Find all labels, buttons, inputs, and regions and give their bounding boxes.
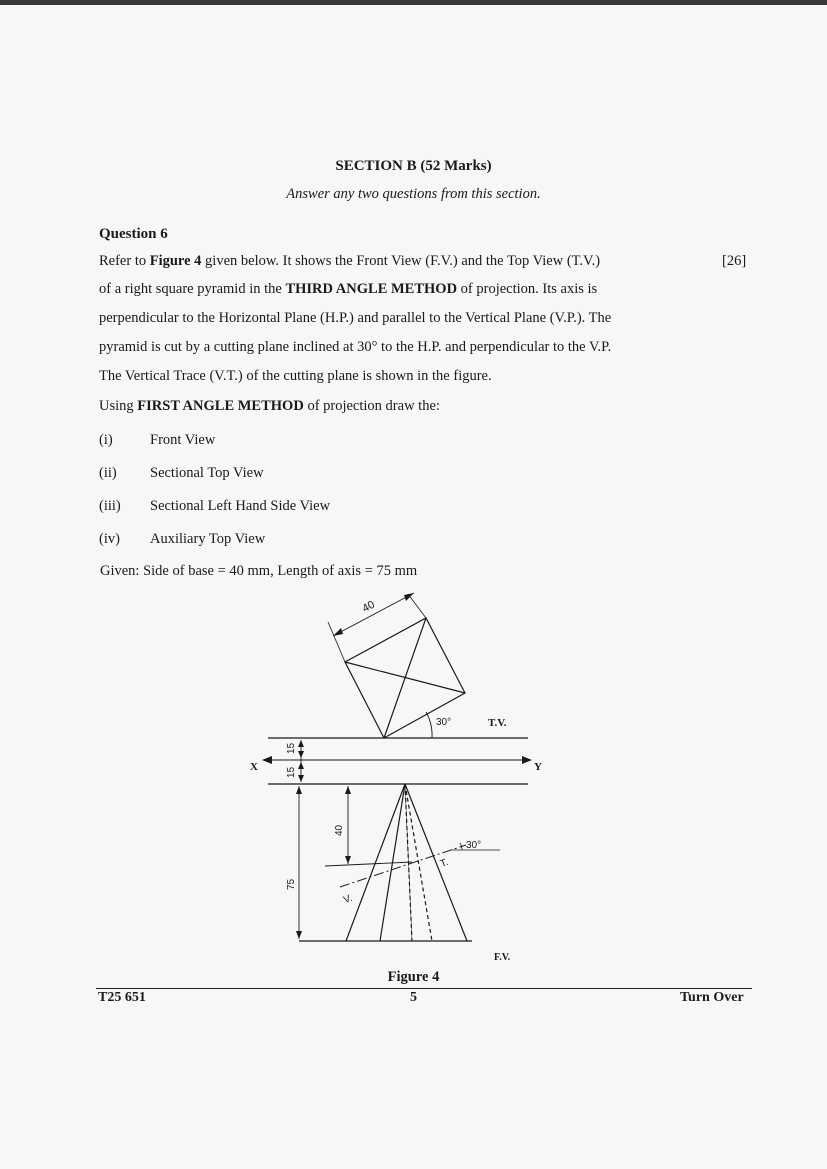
question-line-5: The Vertical Trace (V.T.) of the cutting plane is shown in the figure. [99, 368, 492, 384]
item-number: (i) [99, 432, 113, 448]
figure-caption: Figure 4 [387, 969, 440, 985]
svg-text:T.: T. [438, 856, 450, 870]
item-text: Auxiliary Top View [150, 531, 266, 547]
svg-text:15: 15 [286, 766, 297, 778]
item-text: Sectional Left Hand Side View [150, 498, 331, 514]
question-line-2: of a right square pyramid in the THIRD ANGLE METHOD of projection. Its axis is [99, 281, 598, 297]
svg-text:40: 40 [334, 824, 345, 836]
section-title: SECTION B (52 Marks) [335, 158, 492, 174]
svg-text:30°: 30° [436, 717, 452, 728]
item-number: (iv) [99, 531, 120, 547]
paper-code: T25 651 [98, 990, 146, 1005]
svg-text:V.: V. [342, 892, 354, 907]
svg-text:F.V.: F.V. [494, 952, 511, 963]
svg-text:30°: 30° [466, 840, 482, 851]
turn-over-note: Turn Over [680, 990, 744, 1005]
section-instruction: Answer any two questions from this section. [286, 186, 541, 202]
svg-text:40: 40 [360, 598, 377, 615]
question-line-1: Refer to Figure 4 given below. It shows the Front View (F.V.) and the Top View (T.V.) [99, 253, 601, 269]
question-heading: Question 6 [99, 226, 168, 242]
side-dimension [328, 593, 426, 662]
question-line-4: pyramid is cut by a cutting plane inclined at 30° to the H.P. and perpendicular to the V.P. [99, 339, 612, 355]
question-line-3: perpendicular to the Horizontal Plane (H.P.) and parallel to the Vertical Plane (V.P.). The [99, 310, 612, 326]
footer-rule [96, 988, 752, 989]
svg-text:75: 75 [286, 878, 297, 890]
svg-text:15: 15 [286, 742, 297, 754]
given-dimensions: Given: Side of base = 40 mm, Length of axis = 75 mm [100, 563, 418, 579]
item-number: (iii) [99, 498, 121, 514]
question-line-6: Using FIRST ANGLE METHOD of projection draw the: [99, 398, 440, 414]
question-marks: [26] [722, 253, 747, 269]
svg-text:X: X [250, 761, 258, 773]
svg-text:T.V.: T.V. [488, 717, 507, 729]
svg-text:Y: Y [534, 761, 542, 773]
item-text: Sectional Top View [150, 465, 264, 481]
item-text: Front View [150, 432, 216, 448]
item-number: (ii) [99, 465, 117, 481]
page-number: 5 [410, 990, 417, 1005]
